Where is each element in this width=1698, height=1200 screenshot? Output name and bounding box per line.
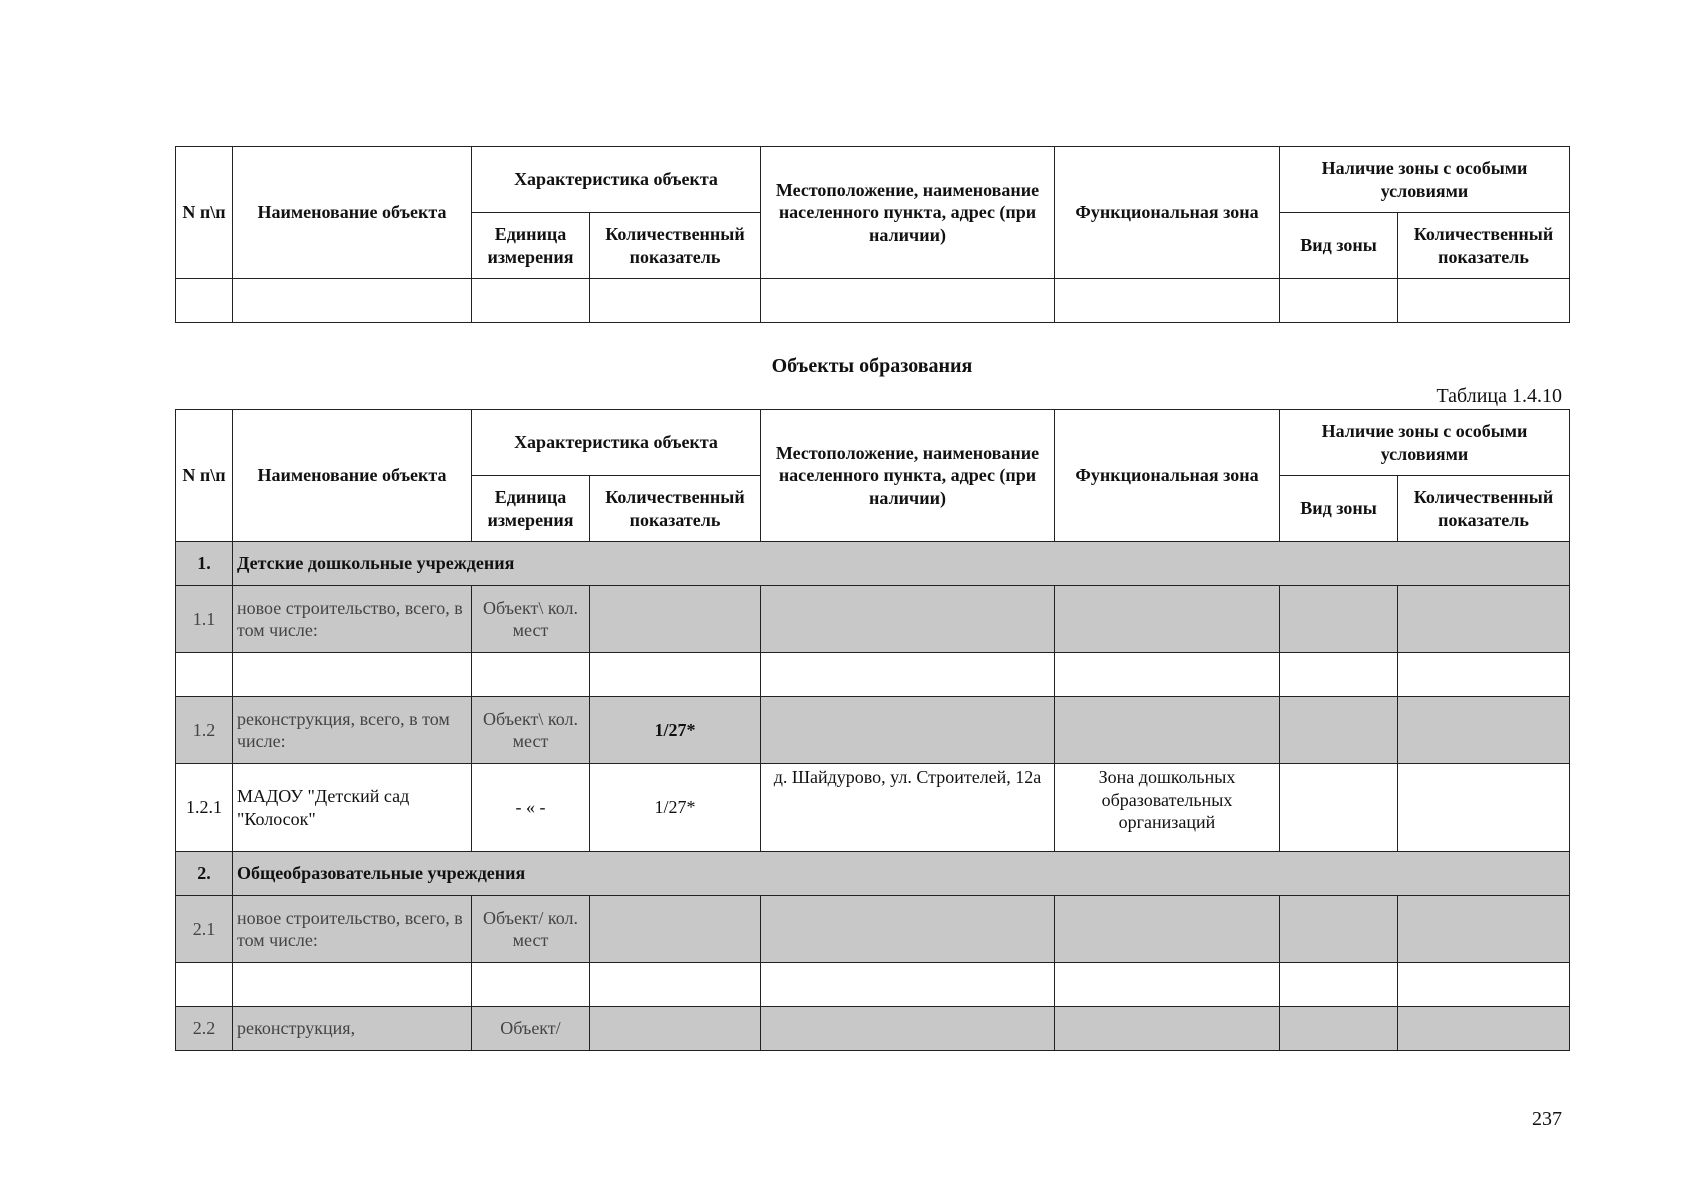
col-header-unit: Единица измерения bbox=[472, 476, 590, 542]
row-num: 1.2 bbox=[176, 697, 233, 764]
row-unit: Объект/ bbox=[472, 1007, 590, 1051]
col-header-location: Местоположение, наименование населенного пункта, адрес (при наличии) bbox=[761, 147, 1055, 279]
row-name: реконструкция, bbox=[233, 1007, 472, 1051]
section-title: Объекты образования bbox=[771, 355, 973, 377]
section-title-cell: Детские дошкольные учреждения bbox=[233, 542, 1570, 586]
row-num: 2.2 bbox=[176, 1007, 233, 1051]
row-num: 1.2.1 bbox=[176, 764, 233, 852]
page-number: 237 bbox=[1532, 1108, 1562, 1130]
col-header-name: Наименование объекта bbox=[233, 410, 472, 542]
col-header-zone-type: Вид зоны bbox=[1280, 476, 1398, 542]
table-row bbox=[176, 764, 1570, 852]
col-header-special-zone: Наличие зоны с особыми условиями bbox=[1280, 147, 1570, 213]
col-header-zone: Функциональная зона bbox=[1055, 410, 1280, 542]
table-row bbox=[176, 653, 1570, 697]
row-quantity bbox=[590, 586, 761, 653]
section-num: 1. bbox=[176, 542, 233, 586]
section-num: 2. bbox=[176, 852, 233, 896]
section-row bbox=[176, 852, 1570, 896]
col-header-zone-quantity: Количественный показатель bbox=[1398, 476, 1570, 542]
table-row bbox=[176, 586, 1570, 653]
row-quantity bbox=[590, 1007, 761, 1051]
col-header-zone: Функциональная зона bbox=[1055, 147, 1280, 279]
row-unit: Объект/ кол. мест bbox=[472, 896, 590, 963]
row-quantity bbox=[590, 896, 761, 963]
row-name: новое строительство, всего, в том числе: bbox=[233, 586, 472, 653]
table-number: Таблица 1.4.10 bbox=[1436, 385, 1562, 407]
col-header-characteristic: Характеристика объекта bbox=[472, 410, 761, 476]
row-unit: Объект\ кол. мест bbox=[472, 586, 590, 653]
col-header-location: Местоположение, наименование населенного пункта, адрес (при наличии) bbox=[761, 410, 1055, 542]
row-num: 1.1 bbox=[176, 586, 233, 653]
col-header-quantity: Количественный показатель bbox=[590, 213, 761, 279]
row-zone: Зона дошкольных образовательных организаций bbox=[1055, 764, 1280, 852]
col-header-num: N п\п bbox=[176, 147, 233, 279]
row-unit: Объект\ кол. мест bbox=[472, 697, 590, 764]
section-row bbox=[176, 542, 1570, 586]
table-row bbox=[176, 279, 1570, 323]
row-num: 2.1 bbox=[176, 896, 233, 963]
col-header-zone-quantity: Количественный показатель bbox=[1398, 213, 1570, 279]
row-quantity: 1/27* bbox=[590, 697, 761, 764]
row-name: МАДОУ "Детский сад "Колосок" bbox=[233, 764, 472, 852]
header-table bbox=[175, 146, 1570, 323]
row-unit: - « - bbox=[472, 764, 590, 852]
row-name: новое строительство, всего, в том числе: bbox=[233, 896, 472, 963]
row-location: д. Шайдурово, ул. Строителей, 12а bbox=[761, 764, 1055, 852]
row-quantity: 1/27* bbox=[590, 764, 761, 852]
table-row bbox=[176, 896, 1570, 963]
section-title-cell: Общеобразовательные учреждения bbox=[233, 852, 1570, 896]
table-row bbox=[176, 697, 1570, 764]
row-name: реконструкция, всего, в том числе: bbox=[233, 697, 472, 764]
col-header-special-zone: Наличие зоны с особыми условиями bbox=[1280, 410, 1570, 476]
col-header-quantity: Количественный показатель bbox=[590, 476, 761, 542]
col-header-characteristic: Характеристика объекта bbox=[472, 147, 761, 213]
col-header-zone-type: Вид зоны bbox=[1280, 213, 1398, 279]
col-header-num: N п\п bbox=[176, 410, 233, 542]
table-row bbox=[176, 963, 1570, 1007]
table-row bbox=[176, 1007, 1570, 1051]
col-header-unit: Единица измерения bbox=[472, 213, 590, 279]
col-header-name: Наименование объекта bbox=[233, 147, 472, 279]
education-objects-table bbox=[175, 409, 1570, 1051]
